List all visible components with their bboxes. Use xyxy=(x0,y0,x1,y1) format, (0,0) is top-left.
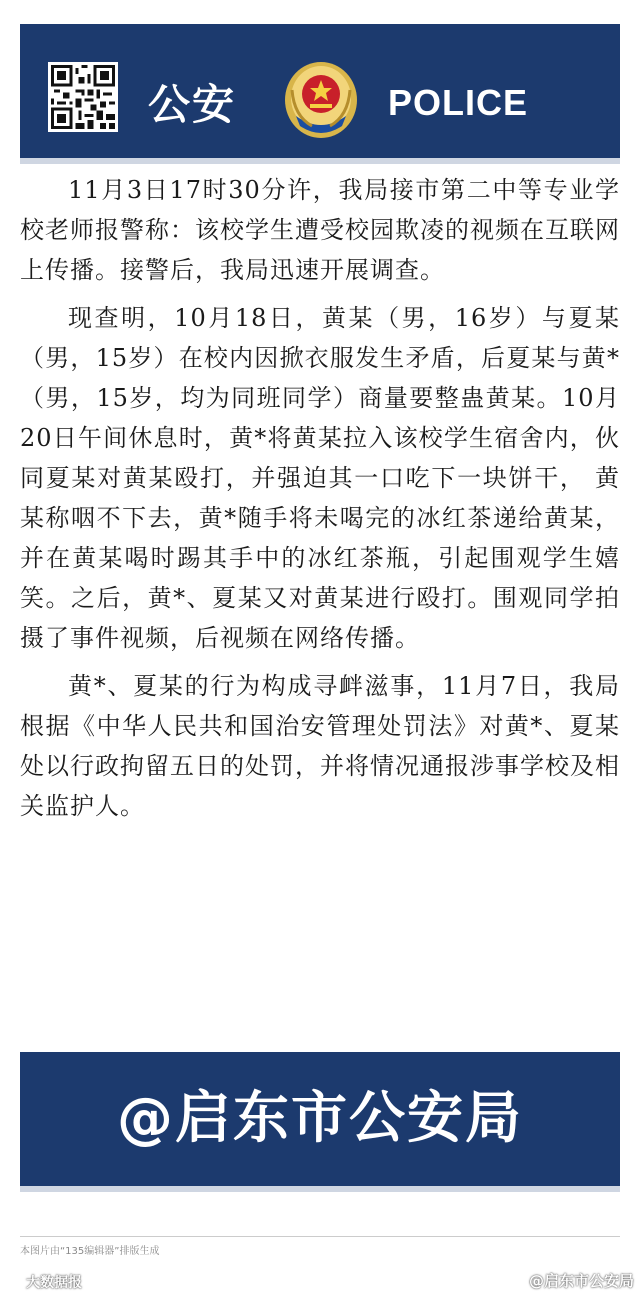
qr-code-icon xyxy=(48,62,118,132)
credit-text: 本图片由“135编辑器”排版生成 xyxy=(20,1246,160,1257)
watermark-left xyxy=(6,1272,82,1292)
footer-banner-text: @启东市公安局 xyxy=(117,1086,523,1151)
divider xyxy=(20,1236,620,1237)
article-paragraph: 11月3日17时30分许，我局接市第二中等专业学校老师报警称：该校学生遭受校园欺凌的视频在互联网上传播。接警后，我局迅速开展调查。 xyxy=(20,176,620,284)
article-body xyxy=(20,170,620,834)
watermark-left-text: 大数据报 xyxy=(26,1275,82,1291)
watermark-right xyxy=(507,1270,634,1291)
header-banner xyxy=(20,24,620,164)
weibo-icon xyxy=(6,1274,24,1290)
police-title-chinese: 公安 xyxy=(148,80,237,129)
article-paragraph: 现查明，10月18日，黄某（男，16岁）与夏某（男，15岁）在校内因掀衣服发生矛盾，后夏某与黄*（男，15岁，均为同班同学）商量要整蛊黄某。10月20日午间休息时，黄*将黄某拉入该校学生宿舍内，伙同夏某对黄某殴打，并强迫其一口吃下一块饼干， 黄某称咽不下去，黄*随手将未喝完的冰红茶递给黄某，并在黄某喝时踢其手中的冰红茶瓶，引起围观学生嬉笑。之后，黄*、夏某又对黄某进行殴打。围观同学拍摄了事件视频，后视频在网络传播。 xyxy=(20,304,620,652)
police-emblem-icon xyxy=(282,60,360,140)
watermark-right-text: @启东市公安局 xyxy=(528,1272,634,1290)
article-paragraph: 黄*、夏某的行为构成寻衅滋事，11月7日，我局根据《中华人民共和国治安管理处罚法》对黄*、夏某处以行政拘留五日的处罚，并将情况通报涉事学校及相关监护人。 xyxy=(20,672,620,820)
footer-banner xyxy=(20,1052,620,1192)
police-title-english: POLICE xyxy=(388,82,529,123)
weibo-icon xyxy=(507,1273,525,1289)
